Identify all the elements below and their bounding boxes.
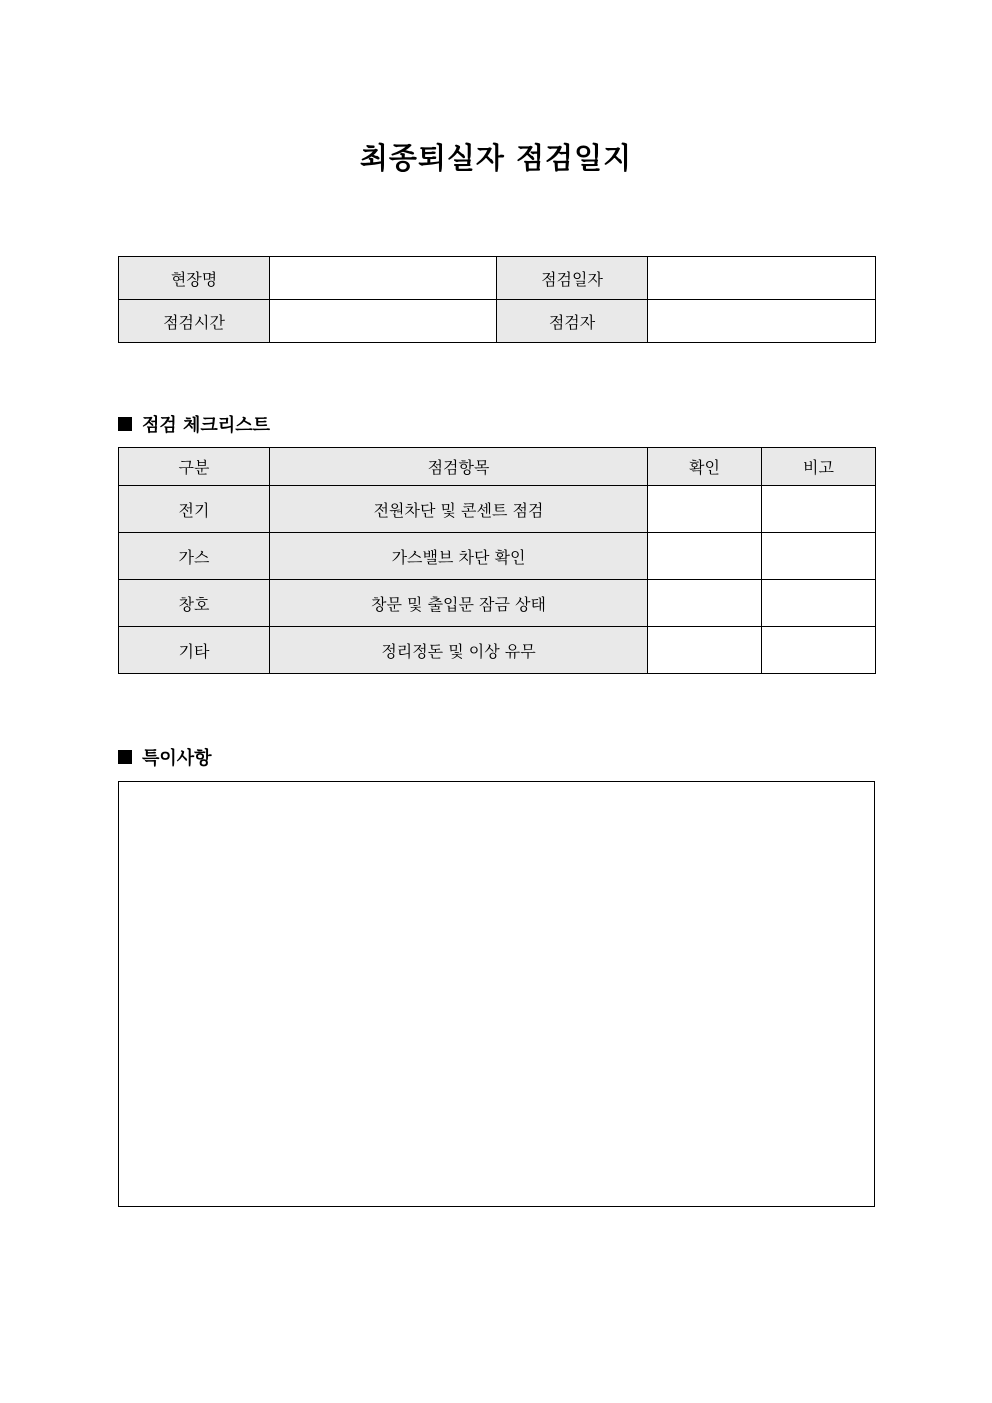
row-category: 가스 [119,533,270,580]
remarks-box[interactable] [118,781,875,1207]
row-item: 가스밸브 차단 확인 [270,533,648,580]
row-note-cell[interactable] [762,533,876,580]
row-category: 창호 [119,580,270,627]
checklist-table [118,447,876,674]
row-confirm-cell[interactable] [648,533,762,580]
site-field[interactable] [270,257,497,300]
square-bullet-icon [118,417,132,431]
header-note: 비고 [762,448,876,486]
header-category: 구분 [119,448,270,486]
row-confirm-cell[interactable] [648,627,762,674]
header-item: 점검항목 [270,448,648,486]
row-item: 전원차단 및 콘센트 점검 [270,486,648,533]
table-row [119,627,876,674]
checklist-heading-text: 점검 체크리스트 [142,415,270,436]
row-category: 전기 [119,486,270,533]
square-bullet-icon [118,750,132,764]
row-category: 기타 [119,627,270,674]
inspector-label: 점검자 [497,300,648,343]
inspector-field[interactable] [648,300,876,343]
site-label: 현장명 [119,257,270,300]
row-item: 정리정돈 및 이상 유무 [270,627,648,674]
page-title: 최종퇴실자 점검일지 [359,141,633,175]
row-note-cell[interactable] [762,486,876,533]
remarks-heading [118,744,212,770]
row-note-cell[interactable] [762,580,876,627]
row-note-cell[interactable] [762,627,876,674]
date-label: 점검일자 [497,257,648,300]
info-table [118,256,876,343]
row-confirm-cell[interactable] [648,486,762,533]
date-field[interactable] [648,257,876,300]
time-label: 점검시간 [119,300,270,343]
remarks-heading-text: 특이사항 [142,748,212,769]
table-row [119,580,876,627]
table-row [119,533,876,580]
table-header-row [119,448,876,486]
checklist-heading [118,411,270,437]
header-confirm: 확인 [648,448,762,486]
table-row [119,486,876,533]
time-field[interactable] [270,300,497,343]
row-confirm-cell[interactable] [648,580,762,627]
row-item: 창문 및 출입문 잠금 상태 [270,580,648,627]
